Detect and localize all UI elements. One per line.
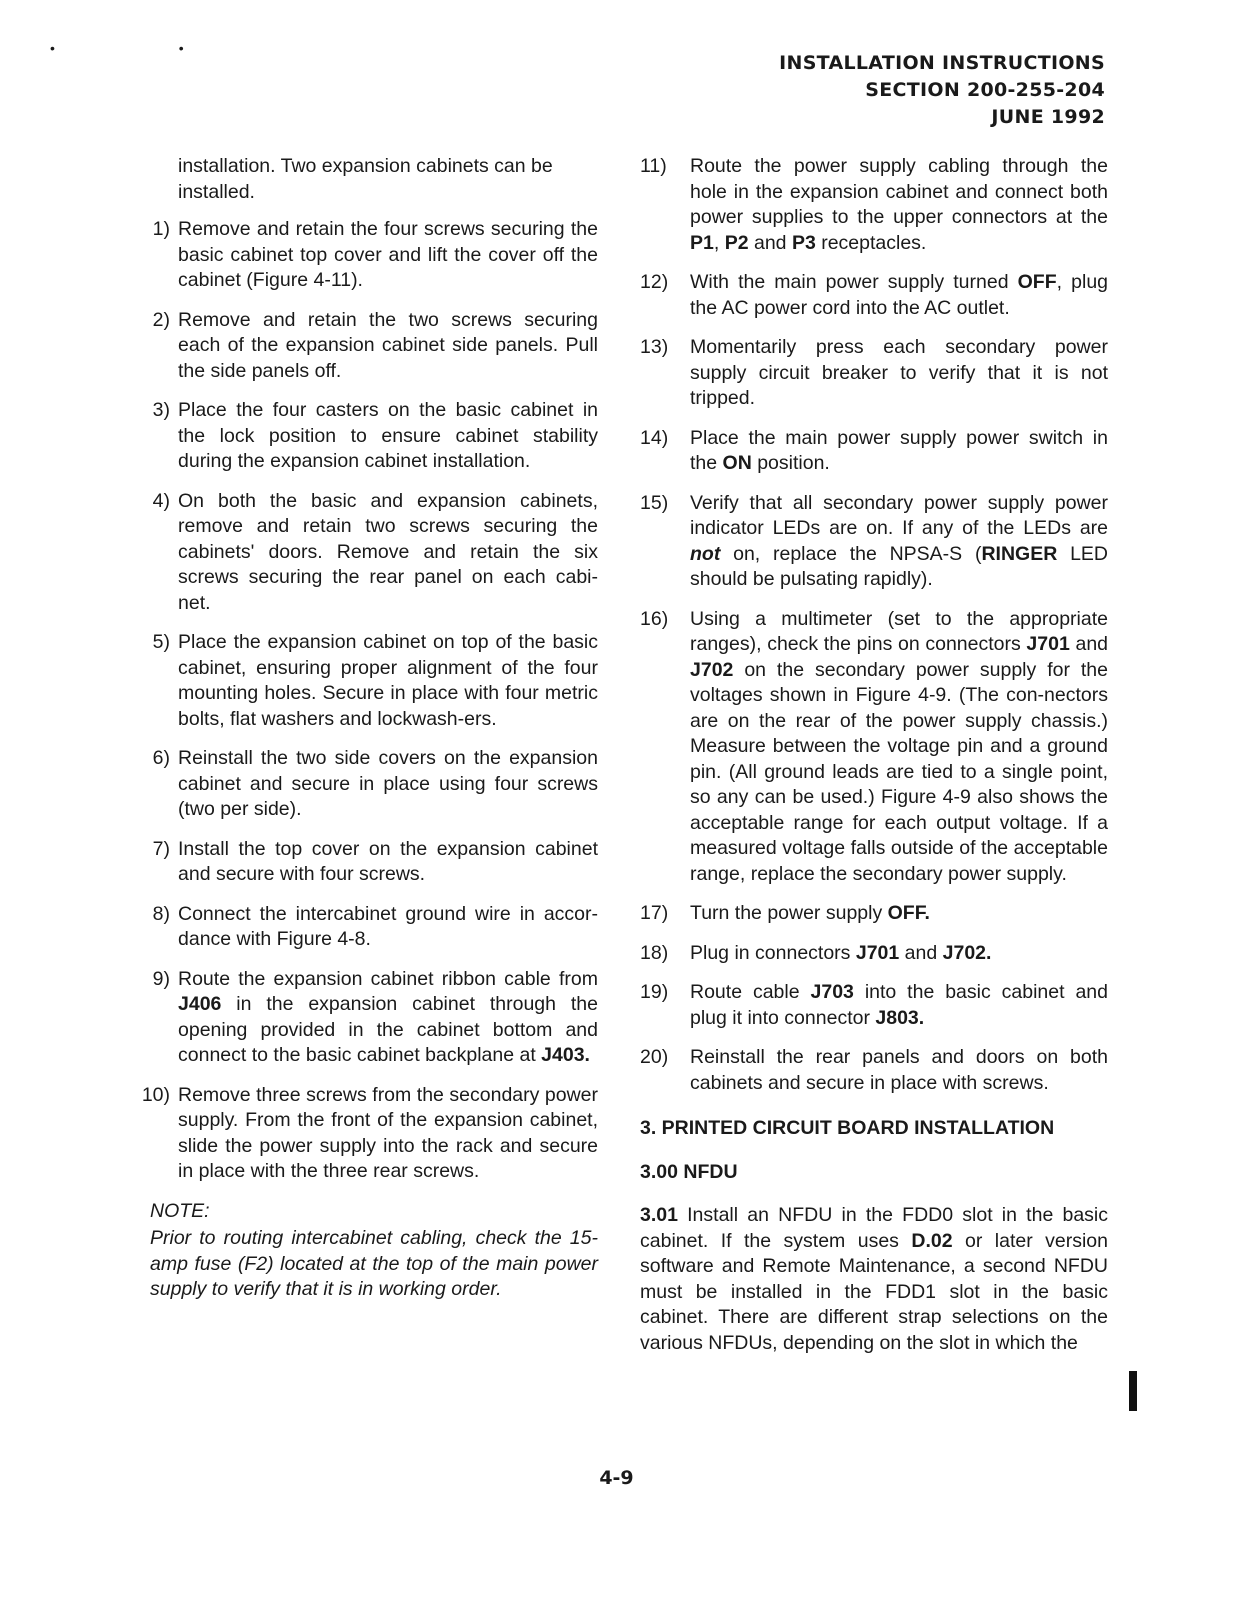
text-run: receptacles. [815,231,927,254]
text-run: Install an NFDU in the FDD0 slot in the basic cabinet. If the system uses [640,1204,1108,1252]
text-run: Install the top cover on the expansion cabinet and secure with four screws. [178,837,598,885]
emphasis-text: J803. [875,1006,925,1029]
step-item [640,901,1108,927]
emphasis-text: J701 [1026,633,1070,655]
page-number: 4-9 [599,1467,634,1489]
step-item [130,746,598,823]
text-run: , [713,231,725,254]
step-item [130,217,598,294]
step-item [130,630,598,732]
step-item [130,308,598,385]
step-item [130,489,598,617]
step-text [178,967,598,1069]
step-text [690,901,1108,927]
step-item [640,941,1108,967]
text-run: With the main power supply turned [690,271,1018,293]
text-run: , plug the AC power cord into the AC outlet. [690,271,1109,319]
step-number: 16) [640,607,669,630]
step-text [690,607,1108,888]
text-run: Place the expansion cabinet on top of the basic cabinet, ensuring proper alignment of the four mounting holes. Secure in place with four metric bolts, flat washers and lockwash-ers. [178,631,598,730]
step-text [690,491,1108,593]
step-number: 8) [152,902,170,925]
step-item [130,1083,598,1185]
step-number: 6) [152,747,170,769]
step-item [640,335,1108,412]
emphasis-text: J403. [541,1044,590,1066]
emphasis-text: OFF. [887,902,930,924]
step-number: 10) [141,1083,170,1106]
left-column [130,154,598,1303]
text-run: in the expansion cabinet through the opening provided in the cabinet bottom and connect to the basic cabinet backplane at [178,993,598,1066]
text-run: Connect the intercabinet ground wire in accor-dance with Figure 4-8. [178,902,598,950]
step-item [640,491,1108,593]
step-item [640,1045,1108,1096]
step-text [178,217,598,294]
step-number: 5) [152,631,170,653]
text-run: Route the expansion cabinet ribbon cable from [178,967,598,990]
note-label: NOTE: [150,1199,210,1222]
text-run: LED should be pulsating rapidly). [690,542,1108,590]
step-text [178,398,598,475]
step-text [690,980,1108,1031]
text-run: and [1069,633,1109,655]
paragraph-number: 3.01 [640,1204,678,1226]
emphasis-text: not [690,542,721,565]
step-text [178,630,598,732]
step-text [690,154,1108,256]
step-item [640,426,1108,477]
emphasis-text: J702 [690,658,734,681]
step-item [130,902,598,953]
text-run: Reinstall the two side covers on the expansion cabinet and secure in place using four screws (two per side). [178,747,598,820]
step-text [178,746,598,823]
step-item [130,837,598,888]
step-number: 13) [640,336,669,358]
step-number: 17) [640,902,669,924]
right-steps-list [640,154,1108,1096]
text-run: and [748,231,792,254]
step-number: 14) [640,426,669,449]
step-number: 18) [640,941,669,964]
left-steps-list [130,217,598,1185]
text-run: Place the four casters on the basic cabinet in the lock position to ensure cabinet stability during the expansion cabinet installation. [178,399,598,472]
step-number: 2) [152,308,170,331]
step-item [130,967,598,1069]
note-text: Prior to routing intercabinet cabling, check the 15-amp fuse (F2) located at the top of the main power supply to verify that it is in working order. [150,1227,598,1300]
text-run: Route cable [690,981,811,1003]
step-number: 7) [152,837,170,860]
text-run: Reinstall the rear panels and doors on both cabinets and secure in place with screws. [690,1046,1108,1094]
text-run: Route the power supply cabling through the hole in the expansion cabinet and connect both power supplies to the upper connectors at the [690,155,1108,228]
text-run: Remove and retain the two screws securing each of the expansion cabinet side panels. Pull the side panels off. [178,308,598,382]
revision-bar [1129,1371,1137,1411]
header-section: SECTION 200-255-204 [865,79,1105,101]
step-text [178,1083,598,1185]
text-run: and [899,941,943,964]
step-number: 4) [152,489,170,512]
step-text [690,941,1108,967]
note-block [150,1199,598,1303]
emphasis-text: P2 [724,231,749,254]
step-number: 19) [640,981,669,1003]
step-number: 15) [640,491,669,514]
scan-marks: • • [50,40,244,56]
step-text [178,902,598,953]
step-item [640,980,1108,1031]
section-heading: 3. PRINTED CIRCUIT BOARD INSTALLATION [640,1117,1055,1139]
step-item [640,270,1108,321]
text-run: On both the basic and expansion cabinets, remove and retain two screws securing the cabinets' doors. Remove and retain the six screws securing the rear panel on each cabi-net. [178,489,598,614]
text-run: into the basic cabinet and plug it into connector [690,981,1108,1029]
emphasis-text: J701 [855,941,900,964]
page-header [779,50,1105,131]
step-text [690,335,1108,412]
emphasis-text: D.02 [911,1229,953,1252]
step-text [690,426,1108,477]
step-item [130,398,598,475]
step-number: 11) [640,155,667,177]
text-run: Remove three screws from the secondary power supply. From the front of the expansion cabinet, slide the power supply into the rack and secure in place with the three rear screws. [178,1083,598,1182]
text-run: Using a multimeter (set to the appropriate ranges), check the pins on connectors [690,607,1108,655]
step-item [640,154,1108,256]
text-run: Remove and retain the four screws securing the basic cabinet top cover and lift the cover off the cabinet (Figure 4-11). [178,218,598,291]
text-run: position. [751,452,830,474]
emphasis-text: J703 [810,981,854,1003]
right-column [640,154,1108,1356]
emphasis-text: J406 [178,993,222,1015]
emphasis-text: ON [722,452,752,474]
text-run: on the secondary power supply for the voltages shown in Figure 4-9. (The con-nectors are on the rear of the power supply chassis.) Measure between the voltage pin and a ground pin. (All ground leads are tied to a single point, so any can be used.) Figure 4-9 also shows the acceptable range for each output voltage. If a measured voltage falls outside of the acceptable range, replace the secondary power supply. [690,658,1108,885]
emphasis-text: P3 [791,231,816,254]
text-run: Place the main power supply power switch in the [690,426,1108,474]
emphasis-text: OFF [1017,271,1057,293]
step-text [178,837,598,888]
text-run: Turn the power supply [690,902,888,924]
emphasis-text: RINGER [981,542,1058,565]
emphasis-text: J702. [942,941,992,964]
step-number: 3) [152,399,170,421]
sub-heading: 3.00 NFDU [640,1160,738,1183]
step-number: 1) [152,218,170,240]
step-item [640,607,1108,888]
header-title: INSTALLATION INSTRUCTIONS [779,52,1105,74]
text-run: Verify that all secondary power supply power indicator LEDs are on. If any of the LEDs are [690,491,1108,539]
text-run: Plug in connectors [690,941,856,964]
text-run: on, replace the NPSA-S ( [720,542,982,565]
text-run: or later version software and Remote Maintenance, a second NFDU must be installed in the FDD1 slot in the basic cabinet. There are different strap selections on the various NFDUs, depending on the slot in which the [640,1229,1108,1354]
step-number: 9) [152,967,170,990]
step-number: 20) [640,1046,669,1068]
step-text [178,308,598,385]
step-text [178,489,598,617]
step-text [690,270,1108,321]
header-date: JUNE 1992 [991,106,1105,128]
intro-text: installation. Two expansion cabinets can be installed. [178,155,553,203]
step-text [690,1045,1108,1096]
text-run: Momentarily press each secondary power supply circuit breaker to verify that it is not tripped. [690,336,1108,409]
emphasis-text: P1 [690,231,714,254]
paragraph-3-01 [640,1203,1108,1356]
paragraph-body [640,1204,1108,1354]
step-number: 12) [640,271,669,293]
